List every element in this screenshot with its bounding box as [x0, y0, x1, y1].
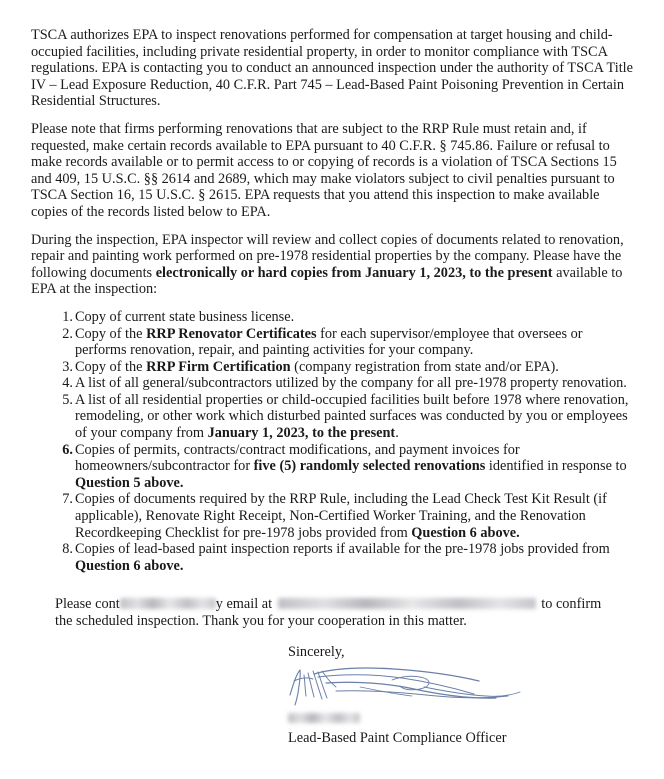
inspection-scope-tail: available to EPA at the inspection:	[31, 264, 623, 298]
letter-body	[31, 27, 633, 574]
list-item-emphasis: January 1, 2023, to the present	[207, 425, 396, 442]
list-item-segment: for each supervisor/employee that oversees or performs renovation, repair, and painting activities for your company.	[75, 325, 583, 359]
list-item-number: 6.	[62, 441, 73, 458]
list-item	[31, 359, 633, 376]
redacted-signer-name	[288, 713, 360, 723]
list-item-text	[75, 442, 633, 492]
closing-line-2: the scheduled inspection. Thank you for your cooperation in this matter.	[55, 612, 467, 629]
list-item-emphasis: RRP Firm Certification	[146, 358, 291, 375]
list-item-text	[75, 309, 633, 326]
handwritten-signature-icon	[274, 665, 524, 707]
list-item-text	[75, 359, 633, 376]
list-item-number: 8.	[62, 541, 73, 558]
list-item	[31, 442, 633, 492]
list-item	[31, 375, 633, 392]
list-item-segment: Copies of permits, contracts/contract modifications, and payment invoices for homeowners/subcontractor for	[75, 441, 520, 475]
signature-block	[288, 644, 618, 746]
paragraph-tsca-authority: TSCA authorizes EPA to inspect renovations performed for compensation at target housing and child-occupied facilities, including private residential property, in order to monitor compliance with TSCA regulations. EPA is contacting you to conduct an announced inspection under the authority of TSCA Title IV – Lead Exposure Reduction, 40 C.F.R. Part 745 – Lead-Based Paint Poisoning Prevention in Certain Residential Structures.	[31, 27, 633, 110]
list-item-segment: A list of all general/subcontractors utilized by the company for all pre-1978 property renovation.	[75, 375, 627, 392]
inspection-scope-intro: During the inspection, EPA inspector will review and collect copies of documents related to renovation, repair and painting work performed on pre-1978 residential properties by the company. Please have the following documents	[31, 231, 624, 281]
list-item-text	[75, 326, 633, 359]
list-item-emphasis: RRP Renovator Certificates	[146, 325, 317, 342]
redacted-signer-name-row	[288, 712, 618, 724]
list-item-segment: Copies of documents required by the RRP Rule, including the Lead Check Test Kit Result (if applicable), Renovate Right Receipt, Non-Certified Worker Training, and the Renovation Recordkeeping Checklist for pre-1978 jobs provided from	[75, 491, 607, 541]
inspection-scope-date-range: electronically or hard copies from January 1, 2023, to the present	[155, 264, 553, 281]
redacted-email-and-phone	[278, 598, 536, 609]
list-item	[31, 392, 633, 442]
closing-text-after-name: y email at	[215, 596, 276, 612]
list-item-segment: Copy of the	[75, 325, 147, 342]
list-item-segment: .	[395, 425, 399, 442]
closing-line-1	[55, 596, 633, 613]
list-item-segment: (company registration from state and/or EPA).	[290, 358, 559, 375]
list-item-segment: Copies of lead-based paint inspection reports if available for the pre-1978 jobs provided from	[75, 541, 610, 558]
list-item-number: 1.	[62, 308, 73, 325]
list-item-emphasis: Question 6 above.	[411, 524, 520, 541]
list-item	[31, 309, 633, 326]
list-item-number: 2.	[62, 325, 73, 342]
list-item-emphasis: Question 5 above.	[75, 474, 184, 491]
list-item	[31, 541, 633, 574]
closing-text-before-name: Please cont	[55, 596, 120, 612]
list-item-text	[75, 491, 633, 541]
closing-text-tail: to confirm	[537, 596, 602, 612]
list-item-emphasis: Question 6 above.	[75, 557, 184, 574]
paragraph-inspection-scope	[31, 232, 633, 298]
list-item-segment: Copy of the	[75, 358, 147, 375]
list-item-segment: A list of all residential properties or child-occupied facilities built before 1978 where renovation, remodeling, or other work which disturbed painted surfaces was conducted by you or employees of your company from	[75, 391, 629, 442]
list-item-segment: identified in response to	[485, 458, 627, 475]
list-item-number: 7.	[62, 491, 73, 508]
list-item	[31, 326, 633, 359]
list-item	[31, 491, 633, 541]
list-item-text	[75, 392, 633, 442]
list-item-text	[75, 541, 633, 574]
paragraph-recordkeeping-requirements: Please note that firms performing renovations that are subject to the RRP Rule must retain and, if requested, make certain records available to EPA pursuant to 40 C.F.R. § 745.86. Failure or refusal to make records available or to permit access to or copying of records is a violation of TSCA Sections 15 and 409, 15 U.S.C. §§ 2614 and 2689, which may make violators subject to civil penalties pursuant to TSCA Section 16, 15 U.S.C. § 2615. EPA requests that you attend this inspection to make available copies of the records listed below to EPA.	[31, 120, 617, 220]
closing-paragraph	[55, 596, 633, 629]
list-item-segment: Copy of current state business license.	[75, 308, 295, 325]
list-item-text	[75, 375, 633, 392]
list-item-number: 5.	[62, 391, 73, 408]
signer-title: Lead-Based Paint Compliance Officer	[288, 729, 507, 746]
list-item-number: 4.	[62, 375, 73, 392]
list-item-emphasis: five (5) randomly selected renovations	[253, 458, 486, 475]
requested-documents-list	[31, 309, 633, 575]
list-item-number: 3.	[62, 358, 73, 375]
redacted-contact-name	[120, 598, 216, 609]
salutation-sincerely: Sincerely,	[288, 644, 345, 660]
